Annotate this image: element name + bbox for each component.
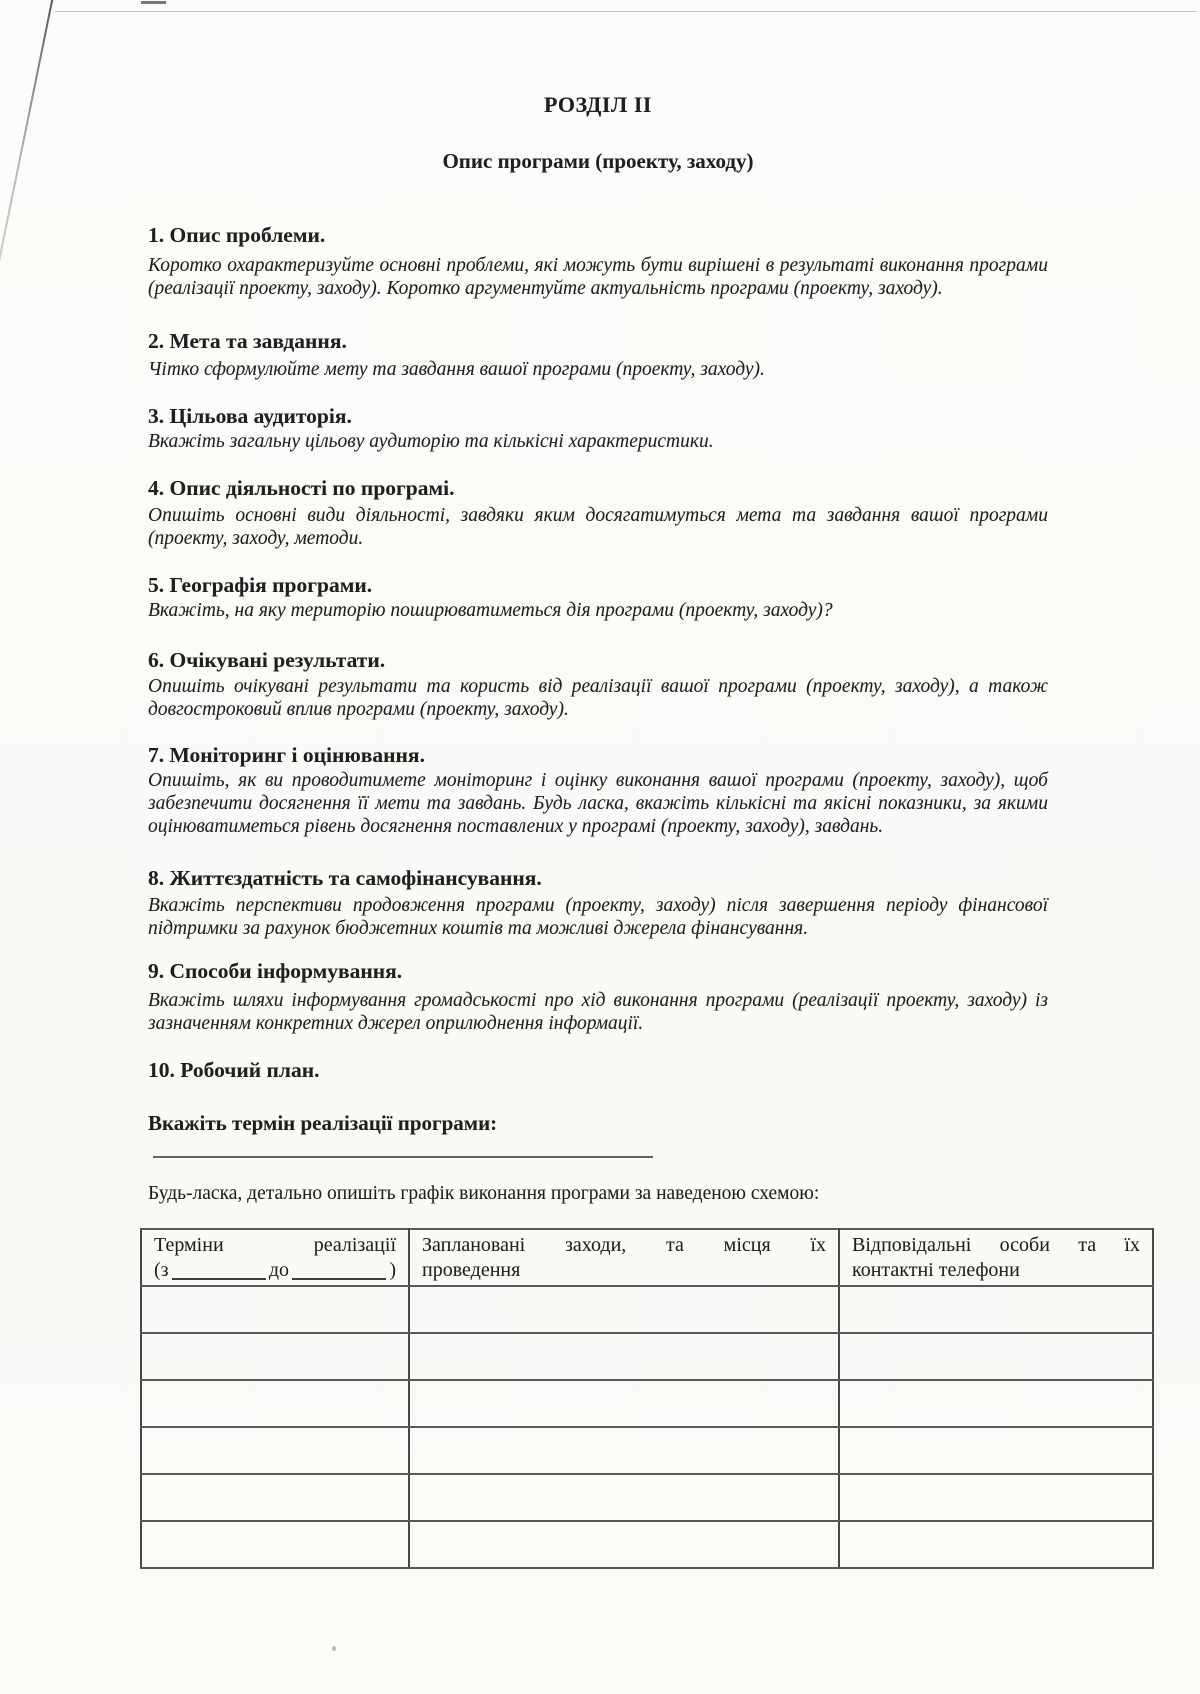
plan-header-persons-line1: Відповідальні особи та їх <box>852 1234 1140 1256</box>
scan-artifact-top-edge <box>55 11 1196 12</box>
plan-empty-cell <box>141 1380 409 1427</box>
plan-header-activities <box>409 1229 839 1286</box>
plan-header-activities-line1: Заплановані заходи, та місця їх <box>422 1234 826 1256</box>
section-heading-9: 9. Способи інформування. <box>148 959 403 983</box>
from-blank-underline <box>172 1264 266 1280</box>
schedule-prompt: Будь-ласка, детально опишіть графік виконання програми за наведеною схемою: <box>148 1183 820 1204</box>
section-heading-2: 2. Мета та завдання. <box>148 329 347 353</box>
term-prompt: Вкажіть термін реалізації програми: <box>148 1111 498 1135</box>
section-description-9: Вкажіть шляхи інформування громадськості про хід виконання програми (реалізації проекту, заходу) із зазначенням конкретних джерел оприлюднення інформації. <box>148 990 1048 1034</box>
section-heading-8: 8. Життєздатність та самофінансування. <box>148 866 542 890</box>
plan-empty-cell <box>839 1286 1153 1333</box>
plan-header-persons <box>839 1229 1153 1286</box>
plan-empty-row <box>141 1521 1153 1568</box>
section-description-6: Опишіть очікувані результати та користь від реалізації вашої програми (проекту, заходу), а також довгостроковий вплив програми (проекту, заходу). <box>148 676 1048 720</box>
plan-header-terms <box>141 1229 409 1286</box>
plan-empty-cell <box>409 1380 839 1427</box>
scan-artifact-dot <box>332 1646 336 1651</box>
section-heading-10: 10. Робочий план. <box>148 1058 320 1082</box>
plan-table-body <box>141 1286 1153 1568</box>
plan-empty-cell <box>141 1427 409 1474</box>
section-description-1: Коротко охарактеризуйте основні проблеми, які можуть бути вирішені в результаті виконання програми (реалізації проекту, заходу). Коротко аргументуйте актуальність програми (проекту, заходу). <box>148 255 1048 299</box>
plan-header-activities-line2: проведення <box>422 1259 521 1281</box>
term-blank-line <box>153 1156 653 1158</box>
plan-empty-cell <box>839 1474 1153 1521</box>
section-description-3: Вкажіть загальну цільову аудиторію та кількісні характеристики. <box>148 431 714 452</box>
scan-artifact-top-dash <box>141 1 166 4</box>
plan-empty-row <box>141 1474 1153 1521</box>
section-description-8: Вкажіть перспективи продовження програми (проекту, заходу) після завершення періоду фінансової підтримки за рахунок бюджетних коштів та можливі джерела фінансування. <box>148 895 1048 939</box>
plan-empty-cell <box>409 1427 839 1474</box>
page-title: РОЗДІЛ II <box>544 92 652 117</box>
from-label: (з <box>154 1259 169 1281</box>
section-heading-1: 1. Опис проблеми. <box>148 223 326 247</box>
plan-empty-cell <box>839 1380 1153 1427</box>
section-heading-6: 6. Очікувані результати. <box>148 648 386 672</box>
to-blank-underline <box>292 1264 386 1280</box>
plan-empty-cell <box>409 1286 839 1333</box>
plan-header-terms-line1: Терміни реалізації <box>154 1234 396 1256</box>
section-heading-7: 7. Моніторинг і оцінювання. <box>148 743 425 767</box>
plan-empty-row <box>141 1286 1153 1333</box>
section-heading-5: 5. Географія програми. <box>148 573 373 597</box>
plan-header-persons-line2: контактні телефони <box>852 1259 1020 1281</box>
plan-header-row <box>141 1229 1153 1286</box>
plan-empty-cell <box>839 1427 1153 1474</box>
plan-empty-row <box>141 1333 1153 1380</box>
page-content <box>0 92 1200 1569</box>
plan-empty-cell <box>141 1333 409 1380</box>
plan-empty-cell <box>141 1474 409 1521</box>
section-description-4: Опишіть основні види діяльності, завдяки яким досягатимуться мета та завдання вашої програми (проекту, заходу, методи. <box>148 505 1048 549</box>
plan-empty-cell <box>141 1286 409 1333</box>
paren-close-label: ) <box>389 1259 397 1281</box>
plan-empty-row <box>141 1427 1153 1474</box>
section-heading-3: 3. Цільова аудиторія. <box>148 404 352 428</box>
plan-empty-cell <box>839 1521 1153 1568</box>
plan-empty-cell <box>141 1521 409 1568</box>
page-subtitle: Опис програми (проекту, заходу) <box>442 149 754 173</box>
section-description-5: Вкажіть, на яку територію поширюватиметься дія програми (проекту, заходу)? <box>148 600 833 621</box>
plan-empty-cell <box>409 1521 839 1568</box>
plan-empty-row <box>141 1380 1153 1427</box>
section-description-2: Чітко сформулюйте мету та завдання вашої програми (проекту, заходу). <box>148 359 765 380</box>
section-heading-4: 4. Опис діяльності по програмі. <box>148 476 455 500</box>
plan-empty-cell <box>409 1333 839 1380</box>
section-description-7: Опишіть, як ви проводитимете моніторинг і оцінку виконання вашої програми (проекту, заходу), щоб забезпечити досягнення її мети та завдань. Будь ласка, вкажіть кількісні та якісні показники, за якими оцінюватиметься рівень досягнення поставлених у програмі (проекту, заходу), завдань. <box>148 770 1048 837</box>
work-plan-table <box>140 1228 1154 1569</box>
plan-empty-cell <box>409 1474 839 1521</box>
plan-empty-cell <box>839 1333 1153 1380</box>
plan-header-terms-line2 <box>154 1258 396 1283</box>
to-label: до <box>268 1259 290 1281</box>
